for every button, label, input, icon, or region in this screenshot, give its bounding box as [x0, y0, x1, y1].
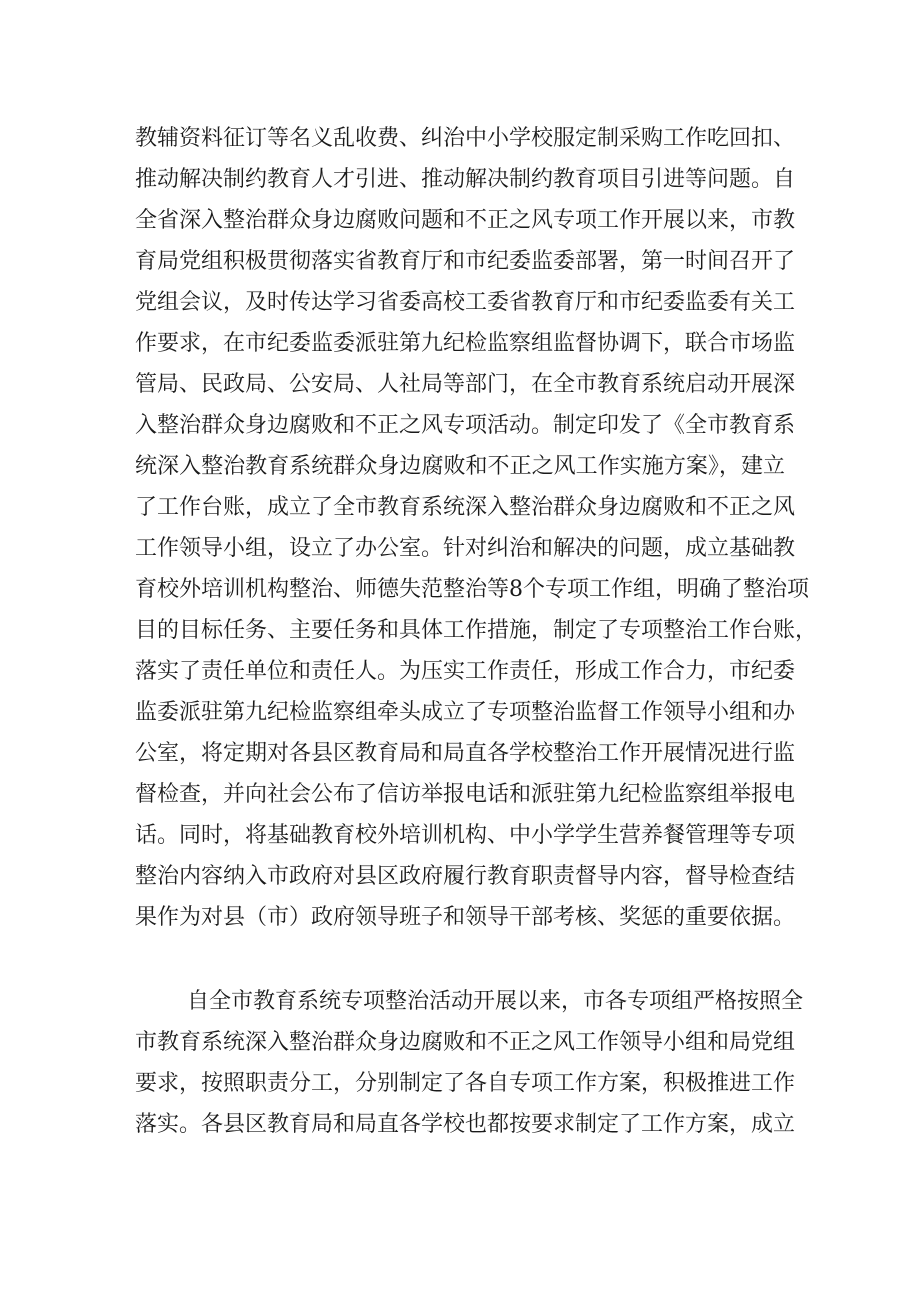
paragraph-line: 了工作台账，成立了全市教育系统深入整治群众身边腐败和不正之风 — [135, 495, 796, 520]
paragraph-line: 推动解决制约教育人才引进、推动解决制约教育项目引进等问题。自 — [135, 167, 796, 192]
paragraph-line: 公室，将定期对各县区教育局和局直各学校整治工作开展情况进行监 — [135, 741, 796, 766]
paragraph-line: 党组会议，及时传达学习省委高校工委省教育厅和市纪委监委有关工 — [135, 290, 796, 315]
paragraph-line: 目的目标任务、主要任务和具体工作措施，制定了专项整治工作台账， — [135, 618, 818, 643]
paragraph-line: 自全市教育系统专项整治活动开展以来，市各专项组严格按照全 — [187, 989, 804, 1014]
paragraph-line: 统深入整治教育系统群众身边腐败和不正之风工作实施方案》，建立 — [135, 454, 785, 479]
paragraph-line: 落实。各县区教育局和局直各学校也都按要求制定了工作方案，成立 — [135, 1112, 796, 1137]
paragraph-line: 教辅资料征订等名义乱收费、纠治中小学校服定制采购工作吃回扣、 — [135, 126, 796, 151]
paragraph-line: 督检查，并向社会公布了信访举报电话和派驻第九纪检监察组举报电 — [135, 782, 796, 807]
paragraph-line: 全省深入整治群众身边腐败问题和不正之风专项工作开展以来，市教 — [135, 208, 796, 233]
paragraph-line: 监委派驻第九纪检监察组牵头成立了专项整治监督工作领导小组和办 — [135, 700, 796, 725]
paragraph-line: 话。同时，将基础教育校外培训机构、中小学学生营养餐管理等专项 — [135, 823, 796, 848]
paragraph-line: 管局、民政局、公安局、人社局等部门，在全市教育系统启动开展深 — [135, 372, 796, 397]
paragraph-line: 育校外培训机构整治、师德失范整治等8个专项工作组，明确了整治项 — [135, 577, 809, 602]
paragraph-line: 果作为对县（市）政府领导班子和领导干部考核、奖惩的重要依据。 — [135, 905, 796, 930]
paragraph-line: 要求，按照职责分工，分别制定了各自专项工作方案，积极推进工作 — [135, 1071, 796, 1096]
paragraph-line: 工作领导小组，设立了办公室。针对纠治和解决的问题，成立基础教 — [135, 536, 796, 561]
paragraph-line: 落实了责任单位和责任人。为压实工作责任，形成工作合力，市纪委 — [135, 659, 796, 684]
paragraph-line: 育局党组积极贯彻落实省教育厅和市纪委监委部署，第一时间召开了 — [135, 249, 796, 274]
paragraph-line: 整治内容纳入市政府对县区政府履行教育职责督导内容，督导检查结 — [135, 864, 796, 889]
paragraph-line: 入整治群众身边腐败和不正之风专项活动。制定印发了《全市教育系 — [135, 413, 796, 438]
paragraph-line: 作要求，在市纪委监委派驻第九纪检监察组监督协调下，联合市场监 — [135, 331, 796, 356]
paragraph-line: 市教育系统深入整治群众身边腐败和不正之风工作领导小组和局党组 — [135, 1030, 796, 1055]
